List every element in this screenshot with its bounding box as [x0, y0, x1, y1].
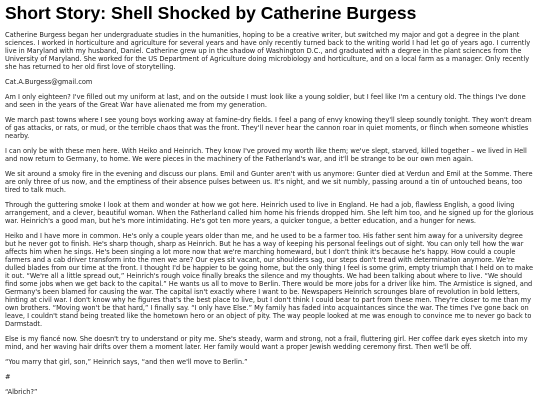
scene-break: #: [5, 373, 11, 381]
story-paragraph: We march past towns where I see young boys working away at famine-dry fields. I feel a pang of envy knowing they'll sleep soundly tonight. They won't dream of gas attacks, or rats, or mud, or the terrible chaos that was the front. They'll never hear the cannon roar in quiet moments, or flinch when someone whistles nearby.: [5, 116, 532, 140]
story-paragraph: “Albrich?”: [5, 388, 38, 396]
author-bio: Catherine Burgess began her undergraduate studies in the humanities, hoping to be a creative writer, but switched my major and got a degree in the plant sciences. I worked in horticulture and agriculture for several years and have only recently turned back to the writing world I had let go of years ago. I currently live in Maryland with my husband, Daniel. Catherine grew up in the shadow of Washington D.C., and graduated with a degree in the plant sciences from the University of Maryland. She worked for the US Department of Agriculture doing microbiology and horticulture, and on a local farm as a manager. Only recently she has returned to her old first love of storytelling.: [5, 31, 531, 71]
story-paragraph: Am I only eighteen? I've filled out my uniform at last, and on the outside I must look like a young soldier, but I feel like I'm a century old. The things I've done and seen in the years of the Great War have alienated me from my generation.: [5, 93, 526, 109]
story-paragraph: We sit around a smoky fire in the evening and discuss our plans. Emil and Gunter aren't with us anymore: Gunter died at Verdun and Emil at the Somme. There are only three of us now, and the emptiness of their absence pulses between us. It's night, and we sit numbly, passing around a tin of untouched beans, too tired to talk much.: [5, 170, 533, 194]
author-email: Cat.A.Burgess@gmail.com: [5, 78, 93, 86]
story-paragraph: Heiko and I have more in common. He's only a couple years older than me, and he used to be a farmer too. His father sent him away for a university degree but he never got to finish. He's sharp though, sharp as Heinrich. But he has a way of keeping his personal feelings out of sight. You can only tell how the war affects him when he sings. He's been singing a lot more now that we're marching homeward, but I don't think it's because he's happy. How could a couple farmers and a cab driver transform into the men we are? Our eyes sit vacant, our shoulders sag, our steps don't tread with determination anymore. We're dulled blades from our time at the front. I thought I'd be happier to be going home, but the only thing I feel is some grim, empty triumph that I held on to make it out. “We're all a little spread out,” Heinrich's rough voice finally breaks the silence and my thoughts. We had been talking about where to live. “We should find some jobs when we get back to the capital.” He wants us all to move to Berlin. There would be more jobs for a driver like him. The Armistice is signed, and Germany's been blamed for causing the war. The capital isn't exactly where I want to be. Newspapers Heinrich scrounges blare of revolution in bold letters, hinting at civil war. I don't know why he figures that's the best place to live, but I don't think I could bear to part from these men. They're closer to me than my own brothers. “Moving won't be that hard,” I finally say. “I only have Else.” My family has faded into acquaintances since the war. The times I've gone back on leave, I couldn't stand being treated like the hometown hero or an object of pity. The way people looked at me was enough to convince me to never go back to Darmstadt.: [5, 232, 534, 328]
story-paragraph: “You marry that girl, son,” Heinrich says, “and then we'll move to Berlin.”: [5, 358, 248, 366]
story-paragraph: I can only be with these men here. With Heiko and Heinrich. They know I've proved my worth like them; we've slept, starved, killed together – we lived in Hell and now return to Germany, to home. We were pieces in the machinery of the Fatherland's war, and it'll be strange to be our own men again.: [5, 147, 527, 163]
story-paragraph: Else is my fiancé now. She doesn't try to understand or pity me. She's steady, warm and strong, not a frail, fluttering girl. Her coffee dark eyes sketch into my mind, and her waving hair drifts over them a moment later. Her family would want a proper Jewish wedding ceremony first. Then we'll be off.: [5, 335, 528, 351]
story-title: Short Story: Shell Shocked by Catherine Burgess: [5, 3, 417, 23]
story-paragraph: Through the guttering smoke I look at them and wonder at how we got here. Heinrich used to live in England. He had a job, flawless English, a good living arrangement, and a clever, beautiful woman. When the Fatherland called him home his friends dropped him. She left him too, and he signed up for the glorious war. Heinrich's a good man, but he's more intimidating. He's got ten more years, a quicker tongue, a better education, and a hunger for news.: [5, 201, 534, 225]
